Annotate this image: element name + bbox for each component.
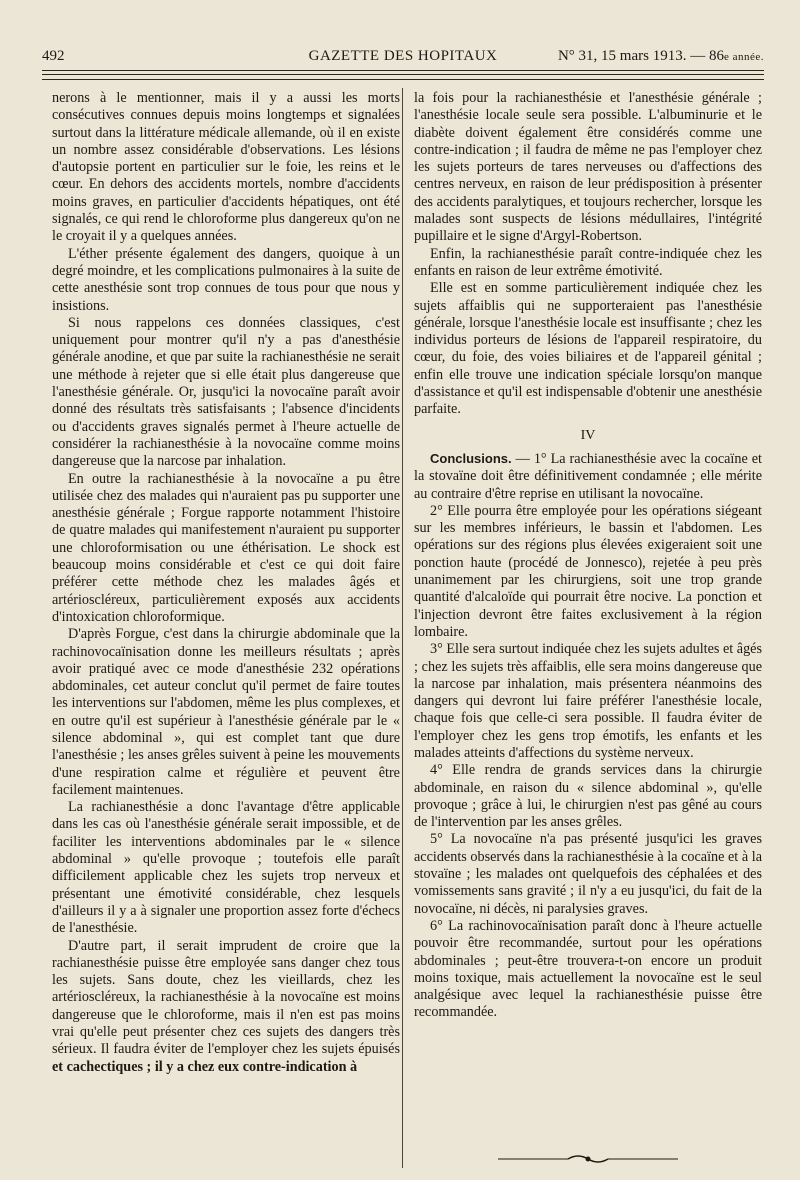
section-heading: IV [580,427,596,443]
conclusion-5: 5° La novocaïne n'a pas présenté jusqu'ici les graves accidents observés dans la rachianesthésie à la cocaïne et à la stovaïne ; les malades ont quelquefois des céphalées et des vomissements sans gravité ; il n'y a eu jusqu'ici, du fait de la novocaïne, ni décès, ni paralysies graves. [414,831,762,917]
right-column [414,90,762,1022]
end-ornament [478,1152,698,1166]
paragraph: D'après Forgue, c'est dans la chirurgie abdominale que la rachinovocaïnisation donne les meilleurs résultats ; après avoir pratiqué avec ce mode d'anesthésie 232 opérations abdominales, cet auteur conclut qu'il permet de faire toutes les interventions sur l'abdomen, même les plus complexes, et en outre qu'il est supérieur à l'anesthésie générale par le « silence abdominal », qui est complet tant que dure l'anesthésie ; les anses grêles suivent à peine les mouvements d'une respiration calme et régulière et peuvent être facilement maintenues. [52,626,400,798]
paragraph-text: D'autre part, il serait imprudent de croire que la rachianesthésie puisse être employée sans danger chez tous les sujets. Sans doute, chez les vieillards, chez les artérioscléreux, la rachianesthésie à la novocaïne est moins dangereuse que le chloroforme, mais il n'en est pas moins vrai qu'elle peut présenter chez ces sujets des dangers très sérieux. Il faudra éviter de l'employer chez les sujets épuisés [52,937,400,1058]
conclusion-3: 3° Elle sera surtout indiquée chez les sujets adultes et âgés ; chez les sujets très affaiblis, elle sera moins dangereuse que la narcose par inhalation, mais présentera néanmoins des dangers qui devront lui faire préférer l'anesthésie locale, chaque fois que celle-ci sera possible. Il faudra éviter de l'employer chez les gens trop émotifs, les enfants et les malades atteints d'affections du système nerveux. [414,641,762,761]
journal-title: GAZETTE DES HOPITAUX [308,48,498,64]
bold-line: et cachectiques ; il y a chez eux contre-indication à [52,1058,358,1075]
header-rule [42,70,764,71]
conclusion-2: 2° Elle pourra être employée pour les opérations siégeant sur les membres inférieurs, le bassin et l'abdomen. Les opérations sur des régions plus élevées exigeraient soit une ponction haute (procédé de Jonnesco), rejetée à peu près unanimement par les chirurgiens, soit une trop grande quantité d'alcaloïde qui pourrait être nocive. La ponction et l'injection devront être faites exclusivement à la région lombaire. [414,502,762,640]
paragraph: La rachianesthésie a donc l'avantage d'être applicable dans les cas où l'anesthésie générale serait impossible, et de faciliter les interventions abdominales par le « silence abdominal » qu'elle provoque ; toutefois elle paraît difficilement applicable chez les sujets trop nerveux et présentant une émotivité considérable, chez lesquels d'ailleurs il y a à signaler une proportion assez forte d'échecs de l'anesthésie. [52,799,400,937]
page-header [42,48,764,68]
conclusion-6: 6° La rachinovocaïnisation paraît donc à l'heure actuelle pouvoir être recommandée, surtout pour les opérations abdominales ; peut-être trouvera-t-on encore un produit moins toxique, mais actuellement la novocaïne est le seul analgésique avec lequel la rachianesthésie puisse être recommandée. [414,917,762,1021]
paragraph: Elle est en somme particulièrement indiquée chez les sujets affaiblis qui ne supporteraient pas l'anesthésie générale, lorsque l'anesthésie locale est insuffisante ; chez les individus porteurs de lésions de l'appareil respiratoire, du cœur, du foie, des voies biliaires et de l'appareil génital ; enfin elle trouve une indication spéciale lorsqu'on manque d'assistance et qu'il est indispensable d'obtenir une anesthésie parfaite. [414,280,762,418]
page-number: 492 [42,48,65,64]
paragraph: Enfin, la rachianesthésie paraît contre-indiquée chez les enfants en raison de leur extrême émotivité. [414,245,762,279]
paragraph: L'éther présente également des dangers, quoique à un degré moindre, et les complications pulmonaires à la suite de cette anesthésie sont trop connues de tous pour que nous y insistions. [52,245,400,314]
paragraph: En outre la rachianesthésie à la novocaïne a pu être utilisée chez des malades qui n'auraient pas pu supporter une anesthésie générale ; Forgue rapporte notamment l'histoire de quatre malades qui manifestement n'auraient pu supporter une chloroformisation ou une éthérisation. Le shock est beaucoup moins considérable et c'est ce qui doit faire préférer cette méthode chez les malades âgés et artérioscléreux, particulièrement exposés aux accidents d'intoxication chloroformique. [52,470,400,625]
left-column [52,90,400,1076]
paragraph [52,938,400,1076]
conclusion-1: — 1° La rachianesthésie avec la cocaïne et la stovaïne doit être définitivement condamnée ; elle mérite au contraire d'être reprise en utilisant la novocaïne. [414,450,762,502]
issue-date: N° 31, 15 mars 1913. — 86 [557,48,724,64]
issue-info [558,48,764,65]
paragraph: Si nous rappelons ces données classiques, c'est uniquement pour montrer qu'il n'y a pas d'anesthésie générale anodine, et que par suite la rachianesthésie ne serait une méthode à rejeter que si elle était plus dangereuse que l'anesthésie générale. Or, jusqu'ici la novocaïne paraît avoir donné des résultats très satisfaisants ; l'absence d'incidents ou d'accidents graves signalés permet à l'heure actuelle de considérer la rachianesthésie à la novocaïne comme moins dangereuse que la narcose par inhalation. [52,314,400,470]
column-divider [402,88,403,1168]
paragraph: nerons à le mentionner, mais il y a aussi les morts consécutives connues depuis moins longtemps et signalées surtout dans la littérature médicale allemande, où il en existe un nombre assez considérable d'observations. Les lésions d'autopsie portent en particulier sur le foie, les reins et le cœur. En dehors des accidents mortels, nombre d'accidents moins graves, en particulier d'accidents hépatiques, ont été signalés, ce qui rend le chloroforme plus dangereux qu'on ne le croyait il y a quelques années. [52,90,400,245]
header-rule-double [42,74,764,75]
header-rule-bottom [42,79,764,80]
conclusion-4: 4° Elle rendra de grands services dans la chirurgie abdominale, en raison du « silence abdominal », qu'elle provoque ; grâce à lui, le chirurgien n'est pas gêné au cours de l'intervention par les anses grêles. [414,762,762,831]
paragraph: la fois pour la rachianesthésie et l'anesthésie générale ; l'anesthésie locale seule sera possible. L'albuminurie et le diabète doivent également être considérés comme une contre-indication ; il faudra de même ne pas l'employer chez les sujets porteurs de tares nerveuses ou d'affections des centres nerveux, en raison de leur prédisposition à présenter des accidents paralytiques, et toujours rechercher, lorsque les malades sont suspects de lésions médullaires, l'intégrité pupillaire et le signe d'Argyl-Robertson. [414,90,762,245]
conclusions-label: Conclusions. [430,450,512,466]
conclusions-paragraph [414,450,762,503]
issue-year-suffix: e année. [723,51,764,63]
